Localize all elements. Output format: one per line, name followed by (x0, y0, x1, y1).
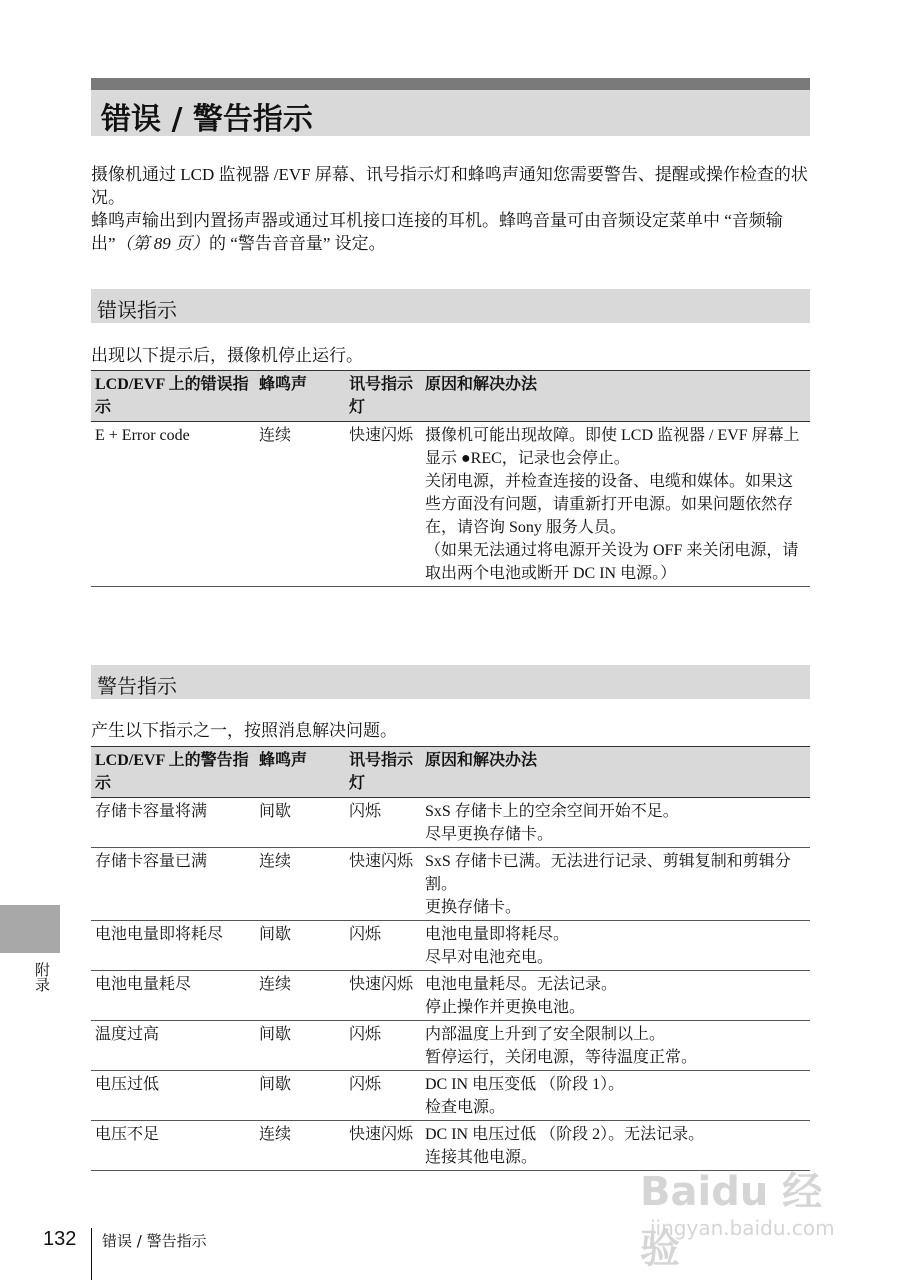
remedy-line: 尽早对电池充电。 (425, 949, 554, 966)
warning-section-header (91, 665, 810, 699)
remedy-line: 停止操作并更换电池。 (425, 999, 586, 1016)
warning-table-header-row (91, 747, 810, 798)
page-title: 错误 / 警告指示 (101, 102, 313, 137)
cell-display: 电池电量耗尽 (91, 971, 255, 1021)
table-row (91, 971, 810, 1021)
cell-display: 电压不足 (91, 1121, 255, 1171)
cell-tally: 闪烁 (345, 1071, 421, 1121)
table-row (91, 798, 810, 848)
table-row (91, 422, 810, 587)
page-reference: （第 89 页） (115, 234, 210, 253)
remedy-line: SxS 存储卡上的空余空间开始不足。 (425, 803, 679, 820)
cell-tally: 闪烁 (345, 921, 421, 971)
remedy-line: 内部温度上升到了安全限制以上。 (425, 1026, 666, 1043)
cell-beep: 间歇 (255, 798, 345, 848)
baidu-watermark (630, 1150, 860, 1272)
cell-tally: 快速闪烁 (345, 1121, 421, 1171)
cell-beep: 间歇 (255, 1071, 345, 1121)
table-row (91, 1021, 810, 1071)
header-beep: 蜂鸣声 (255, 747, 345, 798)
cell-beep: 间歇 (255, 921, 345, 971)
table-row (91, 921, 810, 971)
error-section-title: 错误指示 (97, 298, 177, 322)
title-top-rule (91, 78, 810, 90)
warning-lead-text: 产生以下指示之一，按照消息解决问题。 (91, 721, 397, 740)
remedy-line: DC IN 电压过低 （阶段 2）。无法记录。 (425, 1126, 705, 1143)
remedy-line: 暂停运行，关闭电源，等待温度正常。 (425, 1049, 698, 1066)
page-number: 132 (43, 1228, 77, 1250)
cell-tally: 闪烁 (345, 798, 421, 848)
remedy-line: 电池电量耗尽。无法记录。 (425, 976, 618, 993)
watermark-logo: Baidu 经验 (640, 1169, 823, 1272)
cell-remedy (421, 1021, 810, 1071)
remedy-line: 摄像机可能出现故障。即使 LCD 监视器 / EVF 屏幕上显示 ●REC，记录也会停止。 (425, 427, 800, 467)
cell-beep: 连续 (255, 422, 345, 587)
remedy-line: 连接其他电源。 (425, 1149, 538, 1166)
warning-section-title: 警告指示 (97, 674, 177, 698)
header-remedy: 原因和解决办法 (421, 371, 810, 422)
remedy-line: SxS 存储卡已满。无法进行记录、剪辑复制和剪辑分割。 (425, 853, 791, 893)
cell-display: 电池电量即将耗尽 (91, 921, 255, 971)
remedy-line: 电池电量即将耗尽。 (425, 926, 570, 943)
cell-display: E + Error code (91, 422, 255, 587)
error-section-header (91, 289, 810, 323)
header-beep: 蜂鸣声 (255, 371, 345, 422)
header-remedy: 原因和解决办法 (421, 747, 810, 798)
page-title-box (91, 90, 810, 136)
cell-beep: 连续 (255, 971, 345, 1021)
intro-p2-b: 的 “警告音音量” 设定。 (209, 234, 386, 253)
cell-tally: 快速闪烁 (345, 971, 421, 1021)
cell-beep: 连续 (255, 1121, 345, 1171)
appendix-tab-label: 附录 (33, 962, 51, 992)
footer-title: 错误 / 警告指示 (102, 1232, 207, 1250)
remedy-line: （如果无法通过将电源开关设为 OFF 来关闭电源，请取出两个电池或断开 DC IN 电源。） (425, 542, 799, 582)
watermark-url: jingyan.baidu.com (650, 1216, 835, 1240)
table-row (91, 1071, 810, 1121)
cell-display: 温度过高 (91, 1021, 255, 1071)
cell-tally: 闪烁 (345, 1021, 421, 1071)
cell-beep: 间歇 (255, 1021, 345, 1071)
cell-tally: 快速闪烁 (345, 422, 421, 587)
error-table (91, 370, 810, 587)
cell-remedy (421, 1071, 810, 1121)
cell-remedy (421, 798, 810, 848)
warning-table (91, 746, 810, 1171)
cell-display: 存储卡容量将满 (91, 798, 255, 848)
header-tally: 讯号指示灯 (345, 371, 421, 422)
cell-display: 存储卡容量已满 (91, 848, 255, 921)
error-table-header-row (91, 371, 810, 422)
intro-paragraph-2 (91, 209, 813, 255)
table-row (91, 848, 810, 921)
remedy-line: 检查电源。 (425, 1099, 506, 1116)
appendix-tab (0, 905, 60, 953)
cell-remedy (421, 921, 810, 971)
remedy-line: 关闭电源，并检查连接的设备、电缆和媒体。如果这些方面没有问题，请重新打开电源。如果问题依然存在，请咨询 Sony 服务人员。 (425, 473, 794, 536)
footer-divider (91, 1228, 92, 1280)
intro-paragraph-1: 摄像机通过 LCD 监视器 /EVF 屏幕、讯号指示灯和蜂鸣声通知您需要警告、提醒或操作检查的状况。 (91, 165, 808, 207)
error-lead-text: 出现以下提示后，摄像机停止运行。 (91, 346, 363, 365)
header-tally: 讯号指示灯 (345, 747, 421, 798)
cell-display: 电压过低 (91, 1071, 255, 1121)
intro-p2-a: 蜂鸣声输出到内置扬声器或通过耳机接口连接的耳机。蜂鸣音量可由音频设定菜单中 “音频输出” (91, 211, 783, 253)
remedy-line: 尽早更换存储卡。 (425, 826, 554, 843)
cell-tally: 快速闪烁 (345, 848, 421, 921)
cell-remedy (421, 422, 810, 587)
cell-remedy (421, 971, 810, 1021)
cell-beep: 连续 (255, 848, 345, 921)
remedy-line: 更换存储卡。 (425, 899, 522, 916)
header-display: LCD/EVF 上的警告指示 (91, 747, 255, 798)
remedy-line: DC IN 电压变低 （阶段 1）。 (425, 1076, 625, 1093)
cell-remedy (421, 848, 810, 921)
header-display: LCD/EVF 上的错误指示 (91, 371, 255, 422)
intro-text (91, 163, 813, 255)
